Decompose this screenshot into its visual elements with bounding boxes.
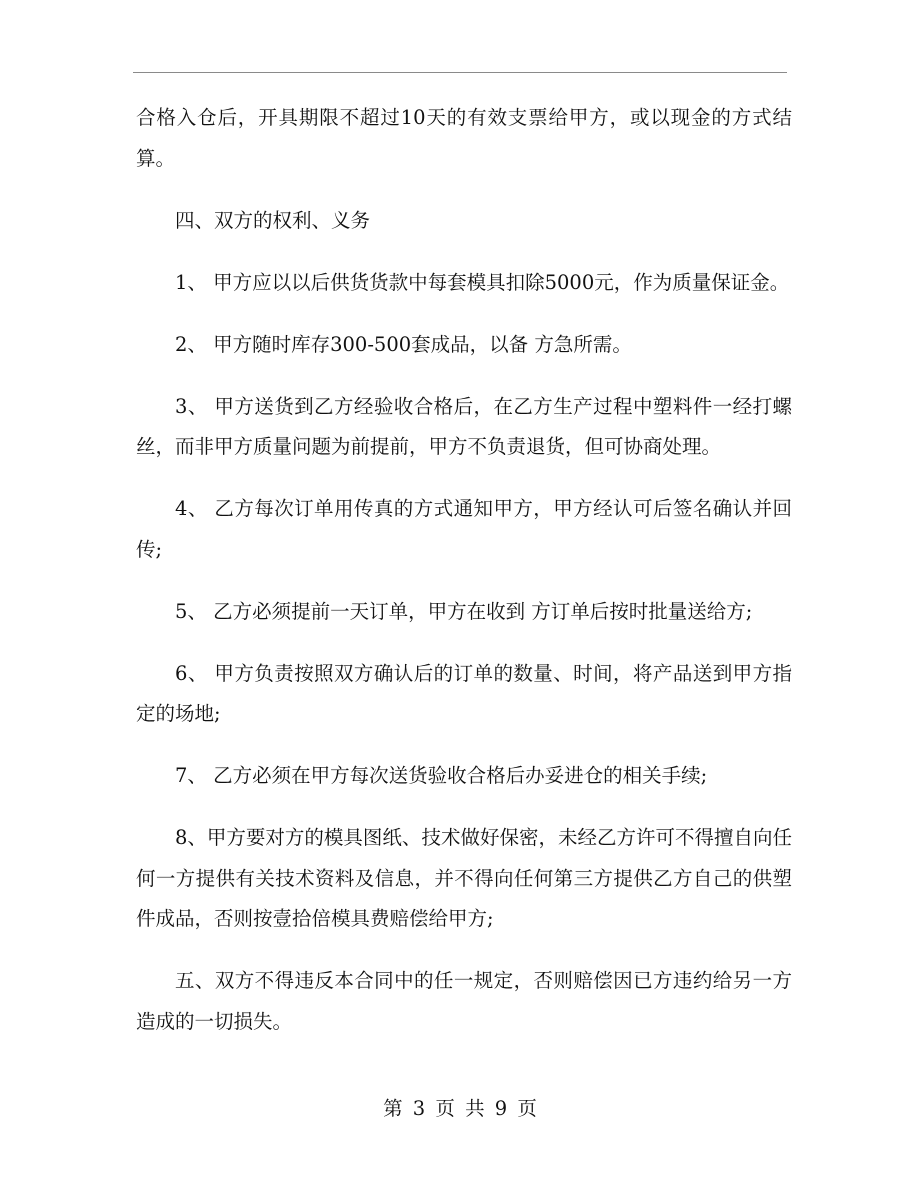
clause-3: 3、 甲方送货到乙方经验收合格后，在乙方生产过程中塑料件一经打螺丝，而非甲方质量问题为前提前，甲方不负责退货，但可协商处理。 xyxy=(136,394,792,458)
clause-5: 5、 乙方必须提前一天订单，甲方在收到 方订单后按时批量送给方; xyxy=(175,599,753,623)
clause-2: 2、 甲方随时库存300-500套成品，以备 方急所需。 xyxy=(175,332,632,356)
paragraph-1: 合格入仓后，开具期限不超过10天的有效支票给甲方，或以现金的方式结算。 xyxy=(136,106,792,170)
section-heading-rights: 四、双方的权利、义务 xyxy=(175,208,371,232)
clause-6: 6、 甲方负责按照双方确认后的订单的数量、时间，将产品送到甲方指定的场地; xyxy=(136,661,792,725)
clause-7: 7、 乙方必须在甲方每次送货验收合格后办妥进仓的相关手续; xyxy=(175,764,708,787)
header-rule xyxy=(133,72,787,73)
page-number-footer: 第 3 页 共 9 页 xyxy=(383,1097,537,1120)
clause-8: 8、甲方要对方的模具图纸、技术做好保密，未经乙方许可不得擅自向任何一方提供有关技术资料及信息，并不得向任何第三方提供乙方自己的供塑件成品，否则按壹拾倍模具费赔偿给甲方; xyxy=(136,826,792,930)
section-five: 五、双方不得违反本合同中的任一规定，否则赔偿因已方违约给另一方造成的一切损失。 xyxy=(136,969,792,1033)
document-body xyxy=(136,98,792,1064)
clause-4: 4、 乙方每次订单用传真的方式通知甲方，甲方经认可后签名确认并回传; xyxy=(136,497,792,561)
clause-1: 1、 甲方应以以后供货货款中每套模具扣除5000元，作为质量保证金。 xyxy=(175,270,790,294)
